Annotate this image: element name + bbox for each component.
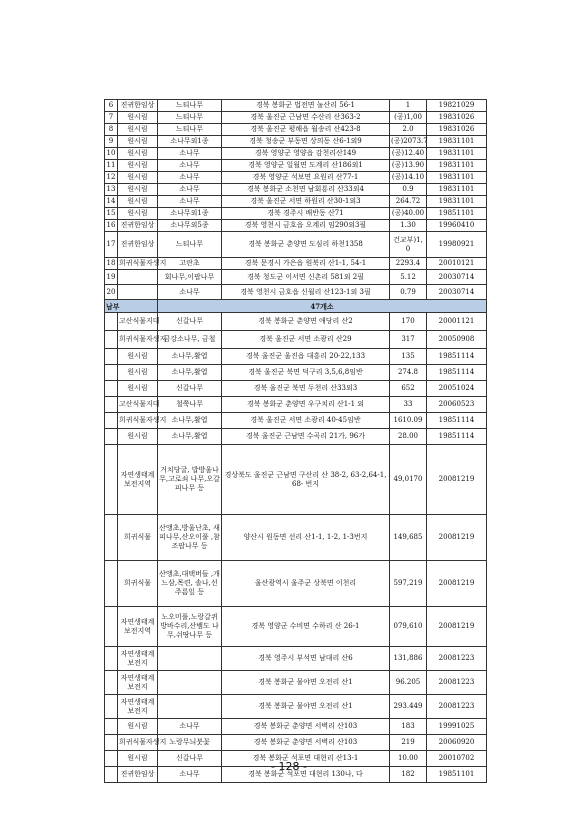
table-cell: 20060523 [427,397,487,413]
table-cell: 1610.09 [390,413,427,429]
table-cell: 느티나무 [158,100,222,112]
table-cell: 경북 문경시 가은읍 원북리 산1-1, 54-1 [222,258,390,270]
table-cell: 149,685 [390,515,427,561]
table-cell: 소나무외1종 [158,208,222,220]
table-cell: 원시림 [118,208,158,220]
table-cell: 경북 봉화군 춘양면 애당리 산2 [222,313,390,331]
table-cell: 9 [105,136,118,148]
table-row [105,445,487,515]
table-row [105,313,487,331]
table-row [105,381,487,397]
table-cell: 19851114 [427,349,487,365]
table-cell: 소나무 [158,184,222,196]
table-cell: 20001121 [427,313,487,331]
empty-cell [105,607,118,647]
table-cell: 경북 영양군 영양읍 감천리산149 [222,148,390,160]
table-cell: 소나무외5종 [158,220,222,232]
table-cell: 경북 울진군 근남면 수곡리 21가, 96가 [222,429,390,445]
table-cell: 희귀식물자생지 [118,331,158,349]
table-row [105,331,487,349]
table-cell: 경북 청도군 이서면 신촌리 581외 2필 [222,270,390,285]
table-row [105,397,487,413]
table-cell: 19 [105,270,118,285]
table-cell: 7 [105,112,118,124]
table-cell: 264.72 [390,196,427,208]
empty-cell [105,647,118,671]
table-cell: 소나무,활엽 [158,349,222,365]
table-row [105,561,487,607]
table-cell: 소나무 [158,719,222,735]
table-cell: 경북 울진군 북면 두천리 산33외3 [222,381,390,397]
table-cell: 고란초 [158,258,222,270]
table-cell: 경북 봉화군 석포면 대현리 산13-1 [222,751,390,767]
table-cell: 소나무,활엽 [158,429,222,445]
table-cell: (공)1,00 [390,112,427,124]
table-cell: 0.79 [390,285,427,300]
table-cell: 15 [105,208,118,220]
table-cell: 경북 봉화군 춘양면 우구치리 산1-1 외 [222,397,390,413]
table-cell: 경북 봉화군 춘양면 도심리 하천1358 [222,232,390,258]
table-cell: 597,219 [390,561,427,607]
table-cell: 노랑무늬붓꽃 [158,735,222,751]
table-cell: 19831101 [427,172,487,184]
table-cell [158,695,222,719]
table-cell: 경북 영주시 부석면 남대리 산6 [222,647,390,671]
table-cell: 경북 경주시 배반동 산71 [222,208,390,220]
table-cell: 경북 봉화군 물야면 오전리 산1 [222,695,390,719]
table-cell: 건교부)1,0 [390,232,427,258]
table-cell: 진귀한임상 [118,100,158,112]
table-cell: 경북 울진군 근남면 수산리 산363-2 [222,112,390,124]
table-cell: 274.8 [390,365,427,381]
table-row [105,148,487,160]
empty-cell [105,331,118,349]
table-cell: 18 [105,258,118,270]
table-cell: 철쭉나무 [158,397,222,413]
table-row [105,208,487,220]
table-row [105,196,487,208]
table-row [105,607,487,647]
table-cell: 울산광역시 울주군 상북면 이천리 [222,561,390,607]
table-cell: 신갈나무 [158,313,222,331]
table-cell: 경북 영양군 수비면 수하리 산 26-1 [222,607,390,647]
table-row [105,719,487,735]
table-cell: 0.9 [390,184,427,196]
table-cell [118,270,158,285]
table-cell: 경북 울진군 서면 소광리 산29 [222,331,390,349]
table-cell: 20081223 [427,671,487,695]
table-cell: 11 [105,160,118,172]
table-row [105,220,487,232]
table-cell: 1 [390,100,427,112]
table-cell: 경북 울진군 울진읍 대흥리 20-22,133 [222,349,390,365]
table-cell: 자연생태계 보전지역 [118,445,158,515]
table-row [105,258,487,270]
table-cell: 19991025 [427,719,487,735]
table-cell: 6 [105,100,118,112]
table-cell: 소나무외1종 [158,136,222,148]
table-cell: 회나무,이팝나무 [158,270,222,285]
table-cell: 33 [390,397,427,413]
table-cell: 2.0 [390,124,427,136]
table-cell: 19851114 [427,413,487,429]
table-cell [158,647,222,671]
table-cell [158,671,222,695]
table-row [105,695,487,719]
table-row [105,270,487,285]
table-cell: 20010121 [427,258,487,270]
table-cell: 20050908 [427,331,487,349]
table-cell: 19851114 [427,429,487,445]
table-cell: 소나무,활엽 [158,413,222,429]
table-cell: 경북 봉화군 물야면 오전리 산1 [222,671,390,695]
table-row [105,429,487,445]
table-cell: 경북 울진군 북면 덕구리 3,5,6,8임반 [222,365,390,381]
table-cell: 경북 봉화군 석포면 대현리 130나, 다 [222,767,390,783]
table-cell: 20081219 [427,607,487,647]
table-cell: 원시림 [118,184,158,196]
table-cell: 20051024 [427,381,487,397]
table-cell: 20081223 [427,647,487,671]
table-cell: 원시림 [118,148,158,160]
table-cell: 20010702 [427,751,487,767]
table-cell: 소나무,활엽 [158,365,222,381]
table-cell: 자연생태계보전지 [118,671,158,695]
table-cell: 131,886 [390,647,427,671]
table-cell: 느티나무 [158,232,222,258]
table-cell: 경북 봉화군 춘양면 서벽리 산103 [222,735,390,751]
table-cell: 자연생태계 보전지역 [118,607,158,647]
table-cell: 13 [105,184,118,196]
empty-cell [105,445,118,515]
table-row [105,184,487,196]
empty-cell [105,719,118,735]
table-cell: 경북 봉화군 소천면 남회룡리 산33외4 [222,184,390,196]
table-cell: 원시림 [118,196,158,208]
table-cell: 17 [105,232,118,258]
table-cell: 양산시 원동면 선리 산1-1, 1-2, 1-3번지 [222,515,390,561]
table-cell: 경북 영양군 일월면 도계리 산186외1 [222,160,390,172]
table-row [105,100,487,112]
table-cell: (공)2073.7 [390,136,427,148]
table-cell: 진귀한임상 [118,220,158,232]
table-cell: 거치당굴, 밥방울나무,고로쇠 나무,오갈피나무 등 [158,445,222,515]
empty-cell [105,695,118,719]
table-cell: 317 [390,331,427,349]
table-cell: 경북 울진군 평해읍 월송리 산423-8 [222,124,390,136]
table-cell: 진귀한임상 [118,232,158,258]
table-cell: (공)40.00 [390,208,427,220]
table-row [105,735,487,751]
table-cell: 2293.4 [390,258,427,270]
table-row [105,160,487,172]
table-cell: 원시림 [118,172,158,184]
table-cell: 10.00 [390,751,427,767]
table-cell: 183 [390,719,427,735]
table-cell: 19831101 [427,148,487,160]
table-cell: 원시림 [118,349,158,365]
table-cell: 신갈나무 [158,751,222,767]
table-cell: 20060920 [427,735,487,751]
table-cell: 경북 영양군 석보면 요원리 산77-1 [222,172,390,184]
empty-cell [105,561,118,607]
section-label: 남부 [105,300,158,313]
table-row [105,285,487,300]
table-cell: 19980921 [427,232,487,258]
table-cell: 19831026 [427,112,487,124]
table-cell: 20030714 [427,270,487,285]
table-cell: 14 [105,196,118,208]
table-cell: 경북 울진군 서면 소광리 40-45임반 [222,413,390,429]
table-cell: 19960410 [427,220,487,232]
table-cell: 135 [390,349,427,365]
table-row [105,647,487,671]
empty-cell [105,365,118,381]
table-cell: 원시림 [118,381,158,397]
table-row [105,413,487,429]
table-cell: 170 [390,313,427,331]
table-cell: 20081219 [427,515,487,561]
table-cell: 20081223 [427,695,487,719]
table-cell: 원시림 [118,719,158,735]
empty-cell [105,735,118,751]
table-cell: 원시림 [118,365,158,381]
table-cell: 소나무 [158,148,222,160]
table-cell: 182 [390,767,427,783]
table-cell: 19831101 [427,196,487,208]
table-cell: 자연생태계보전지 [118,647,158,671]
table-cell: 20 [105,285,118,300]
table-cell: 10 [105,148,118,160]
table-cell: 219 [390,735,427,751]
table-cell: 노오미풀,노랑갈퀴 방바수리,산뱀도 나무,쉬땅나무 등 [158,607,222,647]
table-cell: 느티나무 [158,112,222,124]
empty-cell [105,515,118,561]
empty-cell [105,381,118,397]
table-cell: 19831101 [427,136,487,148]
table-row [105,671,487,695]
table-cell: 19821029 [427,100,487,112]
empty-cell [105,397,118,413]
table-cell: 원시림 [118,751,158,767]
table-cell: 경북 청송군 부동면 상의동 산6-1외9 [222,136,390,148]
table-cell: 19851114 [427,365,487,381]
table-cell: 경북 울진군 서면 하원리 산30-1외3 [222,196,390,208]
table-cell: 19831026 [427,124,487,136]
table-row [105,172,487,184]
table-cell: 소나무 [158,767,222,783]
table-cell: 소나무 [158,285,222,300]
empty-cell [105,313,118,331]
table-cell: 느티나무 [158,124,222,136]
table-cell: 진귀한임상 [118,767,158,783]
table-cell: 20081219 [427,561,487,607]
table-cell: 079,610 [390,607,427,647]
table-cell: 희귀식물 [118,515,158,561]
table-cell: 소나무 [158,172,222,184]
table-cell: 19831101 [427,160,487,172]
table-cell: 산앵초,대택버들 ,개느삼,목련, 솔나,선주름잎 등 [158,561,222,607]
empty-cell [105,413,118,429]
table-cell: 20030714 [427,285,487,300]
table-row [105,349,487,365]
table-cell: 희귀식물자생지 [118,258,158,270]
table-cell: 20081219 [427,445,487,515]
page-number: - 128 - [271,760,307,773]
table-cell [118,285,158,300]
table-cell: 원시림 [118,160,158,172]
table-cell: 자연생태계보전지 [118,695,158,719]
table-row [105,136,487,148]
table-cell: 원시림 [118,112,158,124]
table-cell: 산앵초,방울난초, 새피나무,산오이풀 ,참조팝나무 등 [158,515,222,561]
table-row [105,515,487,561]
table-cell: 희귀식물자생지 [118,413,158,429]
table-cell: 652 [390,381,427,397]
table-row [105,124,487,136]
table-cell: 소나무 [158,196,222,208]
table-row [105,112,487,124]
section-header-row [105,300,487,313]
table-cell: 293.449 [390,695,427,719]
table-cell: 96.205 [390,671,427,695]
table-cell: 19851101 [427,208,487,220]
empty-cell [105,349,118,365]
section-count: 47개소 [158,300,487,313]
table-row [105,365,487,381]
table-cell: (공)14.10 [390,172,427,184]
table-cell: 경북 영천시 금호읍 오계리 임290외3필 [222,220,390,232]
table-cell: 원시림 [118,136,158,148]
table-row [105,232,487,258]
table-cell: 경상북도 울진군 근남면 구산리 산 38-2, 63-2,64-1,68- 번지 [222,445,390,515]
empty-cell [105,429,118,445]
table-cell: 소나무 [158,160,222,172]
table-cell: 고산식물지대 [118,313,158,331]
table-cell: 희귀식물 [118,561,158,607]
table-cell: 원시림 [118,124,158,136]
table-cell: 원시림 [118,429,158,445]
table-cell: 경북 영천시 금호읍 신월리 산123-1외 3필 [222,285,390,300]
table-cell: 경북 봉화군 춘양면 서벽리 산103 [222,719,390,735]
table-cell: 고산식물지대 [118,397,158,413]
table-cell: 금강소나무, 금철 [158,331,222,349]
empty-cell [105,671,118,695]
table-cell: (공)13.90 [390,160,427,172]
table-cell: 12 [105,172,118,184]
table-cell: 5.12 [390,270,427,285]
forest-reserve-table [104,99,487,783]
table-cell: 8 [105,124,118,136]
table-cell: 희귀식물자생지 [118,735,158,751]
table-cell: 경북 봉화군 법전면 눌산리 56-1 [222,100,390,112]
table-cell: 28.00 [390,429,427,445]
table-cell: 16 [105,220,118,232]
table-cell: 19851101 [427,767,487,783]
table-cell: 신갈나무 [158,381,222,397]
table-cell: 19831101 [427,184,487,196]
table-cell: (공)12.40 [390,148,427,160]
table-cell: 1.30 [390,220,427,232]
table-cell: 49,0170 [390,445,427,515]
